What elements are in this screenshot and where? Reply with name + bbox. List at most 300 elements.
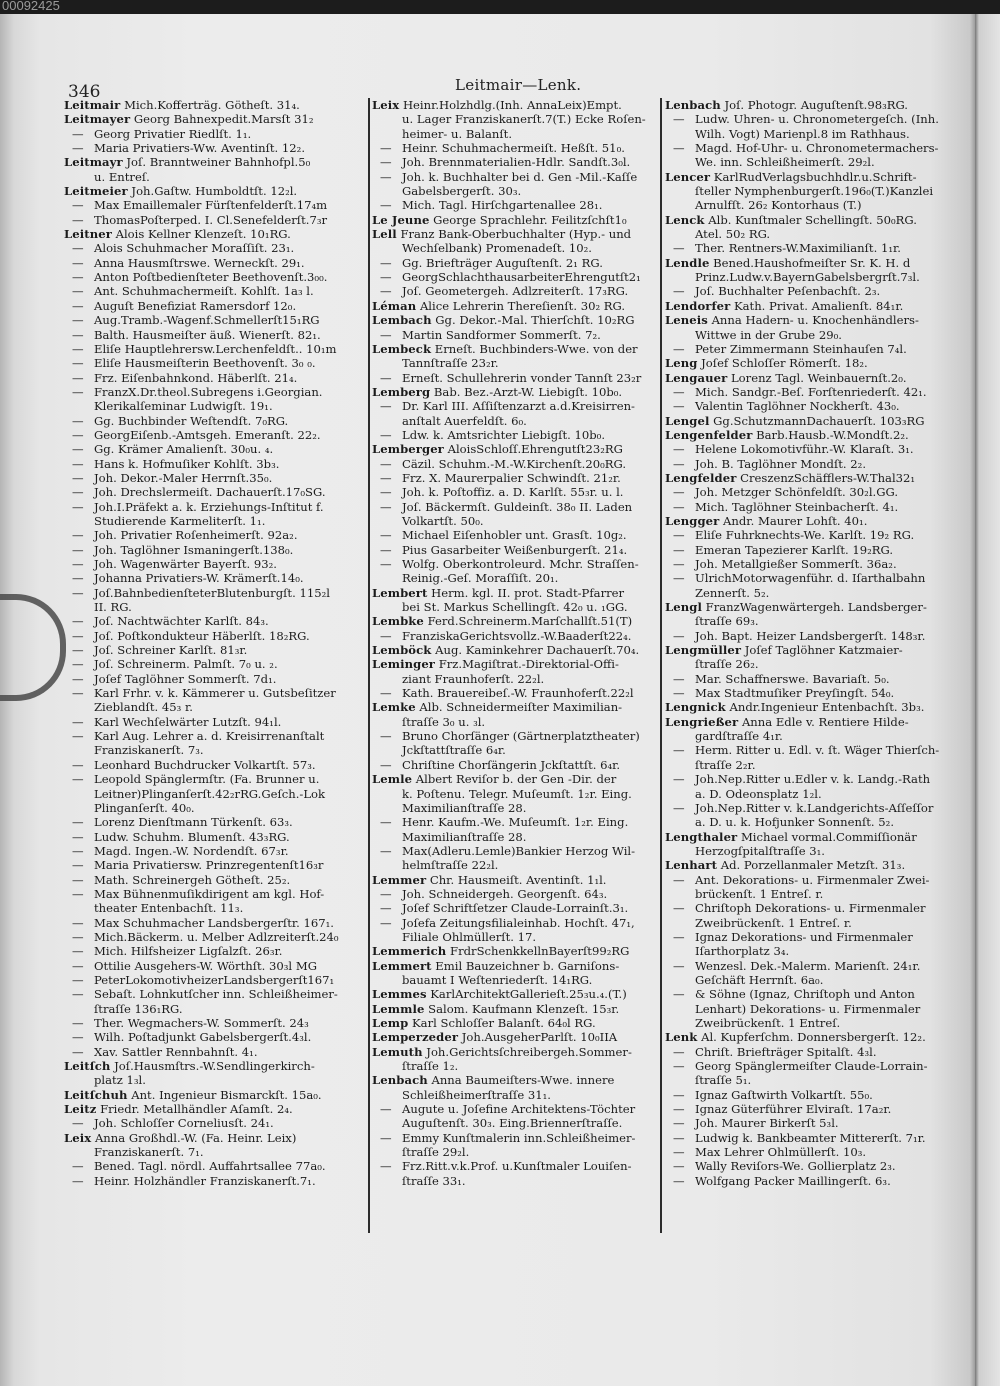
entry-text: Frz. X. Maurerpalier Schwindſt. 21₂r. (402, 470, 621, 485)
entry-text: gardſtraſſe 4₁r. (695, 729, 783, 744)
entry-text: Ignaz Dekorations- und Firmenmaler (695, 929, 913, 944)
directory-sub-entry (665, 571, 957, 585)
ditto-dash: — (72, 456, 84, 471)
directory-sub-entry (64, 944, 366, 958)
running-title: Leitmair—Lenk. (455, 76, 582, 94)
entry-text: Wolfgang Packer Maillingerſt. 6₃. (695, 1173, 891, 1188)
ditto-dash: — (380, 141, 392, 156)
surname: Lendle (665, 255, 710, 270)
directory-sub-entry (372, 141, 656, 155)
entry-text: Joſ. Buchhalter Peſenbachſt. 2₃. (695, 284, 881, 299)
directory-sub-entry (64, 1159, 366, 1173)
entry-text: AloisSchloſſ.Ehrengutſt23₂RG (447, 442, 623, 457)
entry-text: heimer- u. Balanſt. (402, 126, 513, 141)
entry-continuation (665, 155, 957, 169)
surname: Lemmle (372, 1001, 425, 1016)
ditto-dash: — (72, 843, 84, 858)
entry-text: platz 1₃l. (94, 1073, 146, 1088)
column-1 (64, 98, 366, 1188)
entry-text: Mich. Taglöhner Steinbacherſt. 4₁. (695, 499, 899, 514)
ditto-dash: — (673, 1102, 685, 1117)
entry-text: Geſchäft Herrnſt. 6a₀. (695, 972, 824, 987)
entry-text: FranzX.Dr.theol.Subregens i.Georgian. (94, 384, 323, 399)
paper-clip-shadow (0, 594, 66, 701)
ditto-dash: — (380, 370, 392, 385)
entry-text: Ferd.Schreinerm.Marſchallſt.51(T) (427, 614, 633, 629)
directory-entry (64, 1102, 366, 1116)
ditto-dash: — (380, 427, 392, 442)
ditto-dash: — (673, 628, 685, 643)
ditto-dash: — (380, 485, 392, 500)
entry-text: ſtraſſe 5₁. (695, 1073, 752, 1088)
entry-text: Max Stadtmuſiker Preyſingſt. 54₀. (695, 686, 895, 701)
entry-text: Michael Eiſenhobler unt. Grasſt. 10g₂. (402, 528, 627, 543)
ditto-dash: — (380, 815, 392, 830)
entry-text: Frz.Ritt.v.k.Prof. u.Kunſtmaler Louiſen- (402, 1159, 632, 1174)
ditto-dash: — (72, 126, 84, 141)
entry-text: Max Lehrer Ohlmüllerſt. 10₃. (695, 1145, 867, 1160)
directory-entry (372, 944, 656, 958)
entry-text: Salom. Kaufmann Klenzeſt. 15₃r. (428, 1001, 620, 1016)
entry-text: Gg.SchutzmannDachauerſt. 103₃RG (713, 413, 925, 428)
entry-text: Schleißheimerſtraſſe 31₁. (402, 1087, 551, 1102)
directory-sub-entry (64, 442, 366, 456)
directory-entry (64, 155, 366, 169)
entry-text: Ludwig k. Bankbeamter Mittererſt. 7₁r. (695, 1130, 926, 1145)
entry-text: FrdrSchenkkellnBayerſt99₂RG (450, 944, 630, 959)
directory-sub-entry (64, 356, 366, 370)
entry-text: Mich. Hilfsheizer Ligſalzſt. 26₃r. (94, 944, 283, 959)
entry-text: Kath. Privat. Amalienſt. 84₁r. (733, 298, 904, 313)
surname: Leng (665, 356, 698, 371)
entry-text: Zweibrückenſt. 1 Entreſ. r. (695, 915, 852, 930)
entry-text: Joh. Schloſſer Corneliusſt. 24₁. (94, 1116, 274, 1131)
entry-text: Filiale Ohlmüllerſt. 17. (402, 929, 537, 944)
entry-text: Volkartſt. 50₀. (402, 513, 484, 528)
entry-text: Johanna Privatiers-W. Krämerſt.14₀. (94, 571, 304, 586)
surname: Lemke (372, 700, 416, 715)
directory-sub-entry (665, 629, 957, 643)
surname: Leitmayr (64, 155, 123, 170)
ditto-dash: — (380, 270, 392, 285)
entry-continuation (372, 801, 656, 815)
ditto-dash: — (72, 528, 84, 543)
directory-sub-entry (64, 385, 366, 399)
ditto-dash: — (380, 456, 392, 471)
entry-text: Mich. Tagl. Hirſchgartenallee 28₁. (402, 198, 603, 213)
ditto-dash: — (72, 614, 84, 629)
ditto-dash: — (72, 987, 84, 1002)
ditto-dash: — (72, 1159, 84, 1174)
directory-entry (372, 873, 656, 887)
entry-text: Joh. Maurer Birkerſt 5₃l. (695, 1116, 839, 1131)
directory-sub-entry (665, 1088, 957, 1102)
entry-text: anſtalt Auerfeldſt. 6₀. (402, 413, 527, 428)
directory-sub-entry (372, 1102, 656, 1116)
entry-continuation (372, 127, 656, 141)
entry-text: Georg Privatier Riedlſt. 1₁. (94, 126, 252, 141)
entry-text: Math. Schreinergeh Götheſt. 25₂. (94, 872, 291, 887)
directory-sub-entry (64, 987, 366, 1001)
directory-sub-entry (665, 284, 957, 298)
directory-entry (665, 371, 957, 385)
entry-continuation (372, 600, 656, 614)
directory-sub-entry (372, 1159, 656, 1173)
surname: Lengmüller (665, 643, 742, 658)
surname: Leitz (64, 1102, 97, 1117)
ditto-dash: — (673, 686, 685, 701)
directory-entry (372, 442, 656, 456)
entry-text: Bab. Bez.-Arzt-W. Liebigſt. 10b₀. (433, 384, 623, 399)
entry-text: Sebaſt. Lohnkutſcher inn. Schleißheimer- (94, 987, 338, 1002)
entry-continuation (372, 1116, 656, 1130)
ditto-dash: — (380, 255, 392, 270)
column-rule (368, 98, 370, 1233)
directory-sub-entry (64, 1174, 366, 1188)
ditto-dash: — (72, 255, 84, 270)
directory-sub-entry (665, 1145, 957, 1159)
surname: Lenhart (665, 858, 718, 873)
directory-sub-entry (64, 930, 366, 944)
surname: Lemp (372, 1016, 409, 1030)
directory-entry (665, 1030, 957, 1044)
entry-text: ſtraſſe 2₂r. (695, 757, 756, 772)
directory-sub-entry (64, 959, 366, 973)
entry-continuation (372, 184, 656, 198)
directory-sub-entry (665, 485, 957, 499)
ditto-dash: — (380, 399, 392, 414)
entry-text: Joſef Schloſſer Römerſt. 18₂. (701, 356, 868, 371)
entry-text: We. inn. Schleißheimerſt. 29₂l. (695, 155, 875, 170)
surname: Lengel (665, 413, 710, 428)
entry-text: Mar. Schaffnerswe. Bavariaſt. 5₀. (695, 671, 890, 686)
entry-continuation (64, 743, 366, 757)
entry-text: Gg. Krämer Amalienſt. 30₀u. ₄. (94, 442, 274, 457)
ditto-dash: — (673, 1159, 685, 1174)
ditto-dash: — (72, 341, 84, 356)
surname: Leitmair (64, 98, 121, 112)
entry-text: Joh. k. Buchhalter bei d. Gen -Mil.-Kaſſe (402, 169, 638, 184)
ditto-dash: — (673, 901, 685, 916)
directory-entry (372, 342, 656, 356)
directory-sub-entry (372, 485, 656, 499)
directory-sub-entry (64, 485, 366, 499)
directory-sub-entry (64, 830, 366, 844)
ditto-dash: — (72, 427, 84, 442)
ditto-dash: — (72, 284, 84, 299)
column-2 (372, 98, 656, 1188)
entry-text: Hans k. Hofmuſiker Kohlſt. 3b₃. (94, 456, 280, 471)
directory-sub-entry (64, 916, 366, 930)
entry-text: Anna Großhdl.-W. (Fa. Heinr. Leix) (94, 1130, 297, 1145)
entry-text: Eliſe Hauptlehrersw.Lerchenfeldſt.. 10₁m (94, 341, 337, 356)
ditto-dash: — (72, 915, 84, 930)
directory-sub-entry (665, 1131, 957, 1145)
directory-sub-entry (372, 887, 656, 901)
ditto-dash: — (72, 571, 84, 586)
surname: Leitmayer (64, 112, 131, 127)
entry-text: Albert Reviſor b. der Gen -Dir. der (415, 772, 617, 787)
directory-entry (64, 112, 366, 126)
entry-text: Ant. Schuhmachermeiſt. Kohlſt. 1a₃ l. (94, 284, 314, 299)
entry-text: Iſarthorplatz 3₄. (695, 944, 790, 959)
ditto-dash: — (673, 542, 685, 557)
ditto-dash: — (72, 542, 84, 557)
entry-continuation (372, 356, 656, 370)
entry-text: II. RG. (94, 600, 132, 615)
surname: Leneis (665, 313, 708, 328)
surname: Lembke (372, 614, 424, 629)
directory-sub-entry (64, 428, 366, 442)
ditto-dash: — (380, 729, 392, 744)
entry-text: ThomasPoſterped. I. Cl.Senefelderſt.7₃r (94, 212, 328, 227)
directory-sub-entry (372, 457, 656, 471)
entry-text: Leopold Spänglermſtr. (Fa. Brunner u. (94, 772, 320, 787)
entry-text: Joſ. Branntweiner Bahnhofpl.5₀ (126, 155, 311, 170)
directory-entry (665, 356, 957, 370)
entry-text: helmſtraſſe 22₂l. (402, 858, 499, 873)
directory-entry (372, 98, 656, 112)
ditto-dash: — (673, 1116, 685, 1131)
directory-sub-entry (372, 844, 656, 858)
directory-entry (372, 227, 656, 241)
ditto-dash: — (673, 987, 685, 1002)
directory-sub-entry (372, 256, 656, 270)
entry-text: Wally Reviſors-We. Gollierplatz 2₃. (695, 1159, 896, 1174)
directory-sub-entry (665, 959, 957, 973)
directory-entry (372, 772, 656, 786)
entry-text: a. D. Odeonsplatz 1₂l. (695, 786, 822, 801)
directory-entry (64, 227, 366, 241)
entry-text: Tannſtraſſe 23₂r. (402, 356, 499, 371)
surname: Leitſchuh (64, 1087, 128, 1102)
directory-sub-entry (64, 758, 366, 772)
ditto-dash: — (72, 585, 84, 600)
entry-text: Karl Frhr. v. k. Kämmerer u. Gutsbeſitzer (94, 686, 336, 701)
directory-sub-entry (665, 772, 957, 786)
entry-continuation (665, 815, 957, 829)
entry-text: Karl Wechſelwärter Lutzſt. 94₁l. (94, 714, 282, 729)
entry-text: Joſ. Bäckermſt. Guldeinſt. 38₀ II. Laden (402, 499, 633, 514)
entry-text: Plinganſerſt. 40₀. (94, 800, 195, 815)
entry-text: Maximilianſtraſſe 28. (402, 800, 527, 815)
entry-text: Eliſe Hausmeiſterin Beethovenſt. 3₀ ₀. (94, 356, 316, 371)
entry-text: GeorgEiſenb.-Amtsgeh. Emeranſt. 22₂. (94, 427, 321, 442)
directory-entry (372, 1030, 656, 1044)
entry-text: Gg. Briefträger Auguſtenſt. 2₁ RG. (402, 255, 603, 270)
surname: Lembert (372, 585, 428, 600)
entry-text: Joh.Nep.Ritter v. k.Landgerichts-Aſſeſſor (695, 800, 934, 815)
entry-text: ſtraſſe 29₂l. (402, 1145, 470, 1160)
entry-text: Wolfg. Oberkontroleurd. Mchr. Straſſen- (402, 557, 639, 571)
ditto-dash: — (673, 341, 685, 356)
entry-text: Magd. Ingen.-W. Nordendſt. 67₃r. (94, 843, 289, 858)
ditto-dash: — (72, 958, 84, 973)
entry-continuation (372, 973, 656, 987)
directory-entry (372, 987, 656, 1001)
directory-sub-entry (64, 284, 366, 298)
entry-text: Kath. Brauereibeſ.-W. Fraunhoferſt.22₂l (402, 686, 634, 701)
entry-text: Ignaz Gaſtwirth Volkartſt. 55₀. (695, 1087, 873, 1102)
directory-sub-entry (64, 127, 366, 141)
ditto-dash: — (72, 829, 84, 844)
surname: Leminger (372, 657, 436, 672)
directory-sub-entry (64, 657, 366, 671)
directory-sub-entry (64, 629, 366, 643)
entry-continuation (372, 414, 656, 428)
directory-entry (665, 299, 957, 313)
directory-sub-entry (665, 442, 957, 456)
surname: Lemmert (372, 958, 432, 973)
ditto-dash: — (72, 1030, 84, 1045)
ditto-dash: — (72, 1044, 84, 1059)
surname: Lencer (665, 169, 711, 184)
ditto-dash: — (673, 284, 685, 299)
entry-text: Ottilie Ausgehers-W. Wörthſt. 30₃l MG (94, 958, 317, 973)
directory-sub-entry (665, 930, 957, 944)
entry-text: Peter Zimmermann Steinhauſen 7₄l. (695, 341, 907, 356)
directory-sub-entry (372, 916, 656, 930)
entry-text: Joſ.Hausmſtrs.-W.Sendlingerkirch- (114, 1059, 315, 1074)
ditto-dash: — (380, 284, 392, 299)
entry-text: Lorenz Tagl. Weinbauernſt.2₀. (730, 370, 907, 385)
entry-text: Lorenz Dienſtmann Türkenſt. 63₃. (94, 815, 293, 830)
ditto-dash: — (380, 757, 392, 772)
entry-continuation (372, 672, 656, 686)
entry-text: Joh. Brennmaterialien-Hdlr. Sandſt.3₀l. (402, 155, 631, 170)
entry-continuation (372, 930, 656, 944)
entry-text: ſtraſſe 69₃. (695, 614, 759, 629)
ditto-dash: — (72, 729, 84, 744)
entry-text: Alb. Kunſtmaler Schellingſt. 50₀RG. (708, 212, 917, 227)
ditto-dash: — (72, 815, 84, 830)
ditto-dash: — (380, 886, 392, 901)
directory-entry (372, 1045, 656, 1059)
surname: Lemuth (372, 1044, 423, 1059)
directory-sub-entry (665, 342, 957, 356)
entry-text: Ldw. k. Amtsrichter Liebigſt. 10b₀. (402, 427, 606, 442)
directory-entry (372, 299, 656, 313)
directory-sub-entry (665, 112, 957, 126)
directory-sub-entry (665, 500, 957, 514)
entry-text: Joſ. Schreiner Karlſt. 81₃r. (94, 643, 248, 658)
entry-text: Joſ.BahnbedienſteterBlutenburgſt. 115₂l (94, 585, 330, 600)
directory-sub-entry (64, 586, 366, 600)
entry-text: Aug.Tramb.-Wagenf.Schmellerſt15₁RG (94, 313, 320, 328)
entry-text: FranzWagenwärtergeh. Landsberger- (705, 600, 927, 615)
directory-sub-entry (665, 241, 957, 255)
entry-continuation (665, 127, 957, 141)
directory-entry (64, 1088, 366, 1102)
ditto-dash: — (673, 929, 685, 944)
surname: Lemmer (372, 872, 427, 887)
entry-text: Wilh. Vogt) Marienpl.8 im Rathhaus. (695, 126, 910, 141)
ditto-dash: — (72, 370, 84, 385)
entry-text: brückenſt. 1 Entreſ. r. (695, 886, 824, 901)
entry-text: Joſ. Poſtkondukteur Häberlſt. 18₂RG. (94, 628, 310, 643)
directory-sub-entry (64, 141, 366, 155)
directory-sub-entry (665, 1116, 957, 1130)
entry-continuation (64, 901, 366, 915)
entry-continuation (64, 787, 366, 801)
entry-text: Max Schuhmacher Landsbergerſtr. 167₁. (94, 915, 334, 930)
ditto-dash: — (673, 1044, 685, 1059)
directory-sub-entry (64, 772, 366, 786)
entry-text: Georg Spänglermeiſter Claude-Lorrain- (695, 1059, 928, 1074)
entry-text: Heinr. Holzhändler Franziskanerſt.7₁. (94, 1173, 316, 1188)
directory-entry (665, 600, 957, 614)
scan-id: 00092425 (2, 0, 60, 13)
entry-text: Bened. Tagl. nördl. Auffahrtsallee 77a₀. (94, 1159, 326, 1174)
directory-sub-entry (64, 686, 366, 700)
entry-continuation (64, 801, 366, 815)
ditto-dash: — (72, 858, 84, 873)
directory-sub-entry (665, 686, 957, 700)
directory-entry (372, 1002, 656, 1016)
directory-sub-entry (372, 686, 656, 700)
surname: Lengthaler (665, 829, 738, 844)
ditto-dash: — (72, 557, 84, 571)
ditto-dash: — (72, 356, 84, 371)
entry-text: Joſ. Geometergeh. Adlzreiterſt. 17₃RG. (402, 284, 629, 299)
entry-text: bauamt I Weſtenriederſt. 14₁RG. (402, 972, 593, 987)
entry-text: Joſ. Nachtwächter Karlſt. 84₃. (94, 614, 269, 629)
directory-sub-entry (665, 1059, 957, 1073)
entry-text: Lenhart) Dekorations- u. Firmenmaler (695, 1001, 921, 1016)
directory-entry (665, 514, 957, 528)
entry-text: Chriſtine Chorſängerin Jckſtattſt. 6₄r. (402, 757, 621, 772)
directory-sub-entry (665, 1045, 957, 1059)
ditto-dash: — (380, 155, 392, 170)
ditto-dash: — (673, 671, 685, 686)
directory-sub-entry (372, 399, 656, 413)
entry-continuation (372, 571, 656, 585)
ditto-dash: — (673, 1145, 685, 1160)
directory-entry (372, 586, 656, 600)
entry-text: Arnulfſt. 26₂ Kontorhaus (T.) (695, 198, 862, 213)
ditto-dash: — (72, 929, 84, 944)
entry-text: Anton Poſtbedienſteter Beethovenſt.3₀₀. (94, 270, 328, 285)
directory-sub-entry (372, 270, 656, 284)
entry-text: PeterLokomotivheizerLandsbergerſt167₁ (94, 972, 335, 987)
directory-entry (64, 1131, 366, 1145)
entry-continuation (372, 830, 656, 844)
entry-text: Joh.I.Präfekt a. k. Erziehungs-Inſtitut f. (94, 499, 324, 514)
directory-sub-entry (64, 571, 366, 585)
entry-text: Anna Hausmſtrswe. Werneckſt. 29₁. (94, 255, 305, 270)
entry-text: Henr. Kaufm.-We. Muſeumſt. 1₂r. Eing. (402, 815, 629, 830)
entry-text: Ant. Ingenieur Bismarckſt. 15a₀. (131, 1087, 322, 1102)
ditto-dash: — (673, 772, 685, 787)
ditto-dash: — (673, 743, 685, 758)
ditto-dash: — (673, 141, 685, 156)
entry-text: Ludw. Schuhm. Blumenſt. 43₃RG. (94, 829, 290, 844)
entry-text: Anna Edle v. Rentiere Hilde- (741, 714, 909, 729)
entry-text: GeorgSchlachthausarbeiterEhrengutſt2₁ (402, 270, 641, 285)
entry-text: Joſ. Schreinerm. Palmſt. 7₀ u. ₂. (94, 657, 278, 672)
entry-continuation (64, 600, 366, 614)
surname: Lengnick (665, 700, 726, 715)
entry-continuation (665, 944, 957, 958)
entry-text: ſtraſſe 26₂. (695, 657, 759, 672)
entry-text: Reinig.-Geſ. Moraſſiſt. 20₁. (402, 571, 559, 586)
directory-entry (372, 213, 656, 227)
entry-text: Leonhard Buchdrucker Volkartſt. 57₃. (94, 757, 316, 772)
directory-entry (665, 858, 957, 872)
entry-text: Herm. Ritter u. Edl. v. ſt. Wäger Thierſch- (695, 743, 940, 758)
directory-sub-entry (665, 672, 957, 686)
ditto-dash: — (673, 958, 685, 973)
